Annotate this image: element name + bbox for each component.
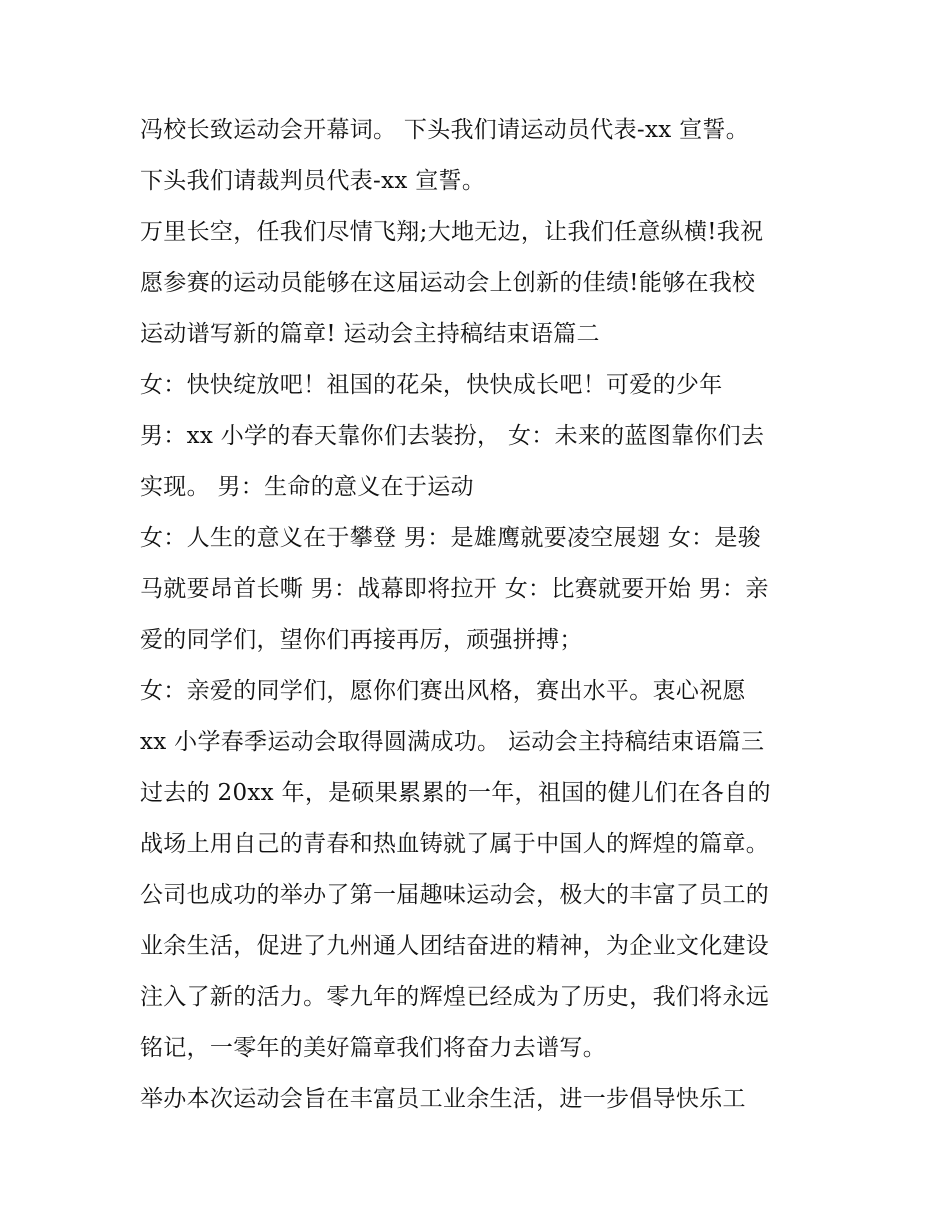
text-line: 实现。 男：生命的意义在于运动	[140, 474, 474, 500]
text-line: 女：快快绽放吧！祖国的花朵，快快成长吧！可爱的少年	[140, 372, 723, 398]
text-line: 女：亲爱的同学们，愿你们赛出风格，赛出水平。衷心祝愿	[140, 678, 746, 704]
text-line: 冯校长致运动会开幕词。 下头我们请运动员代表-xx 宣誓。	[140, 117, 750, 143]
body-text	[140, 108, 820, 1128]
text-line: 愿参赛的运动员能够在这届运动会上创新的佳绩!能够在我校	[140, 270, 756, 296]
text-line: 铭记，一零年的美好篇章我们将奋力去谱写。	[140, 1035, 606, 1061]
text-line: 万里长空，任我们尽情飞翔;大地无边，让我们任意纵横!我祝	[140, 219, 764, 245]
text-line: 举办本次运动会旨在丰富员工业余生活，进一步倡导快乐工	[140, 1086, 746, 1112]
text-line: 过去的 20xx 年，是硕果累累的一年，祖国的健儿们在各自的	[140, 780, 771, 806]
text-line: 下头我们请裁判员代表-xx 宣誓。	[140, 168, 486, 194]
text-line: 战场上用自己的青春和热血铸就了属于中国人的辉煌的篇章。	[140, 831, 770, 857]
text-line: 业余生活，促进了九州通人团结奋进的精神，为企业文化建设	[140, 933, 770, 959]
text-line: 注入了新的活力。零九年的辉煌已经成为了历史，我们将永远	[140, 984, 770, 1010]
text-line: 马就要昂首长嘶 男：战幕即将拉开 女：比赛就要开始 男：亲	[140, 576, 769, 602]
text-line: 公司也成功的举办了第一届趣味运动会，极大的丰富了员工的	[140, 882, 770, 908]
text-line: 女：人生的意义在于攀登 男：是雄鹰就要凌空展翅 女：是骏	[140, 525, 762, 551]
text-line: 运动谱写新的篇章! 运动会主持稿结束语篇二	[140, 321, 600, 347]
text-line: xx 小学春季运动会取得圆满成功。 运动会主持稿结束语篇三	[140, 729, 765, 755]
text-line: 男：xx 小学的春天靠你们去装扮， 女：未来的蓝图靠你们去	[140, 423, 765, 449]
text-line: 爱的同学们，望你们再接再厉，顽强拼搏；	[140, 627, 583, 653]
